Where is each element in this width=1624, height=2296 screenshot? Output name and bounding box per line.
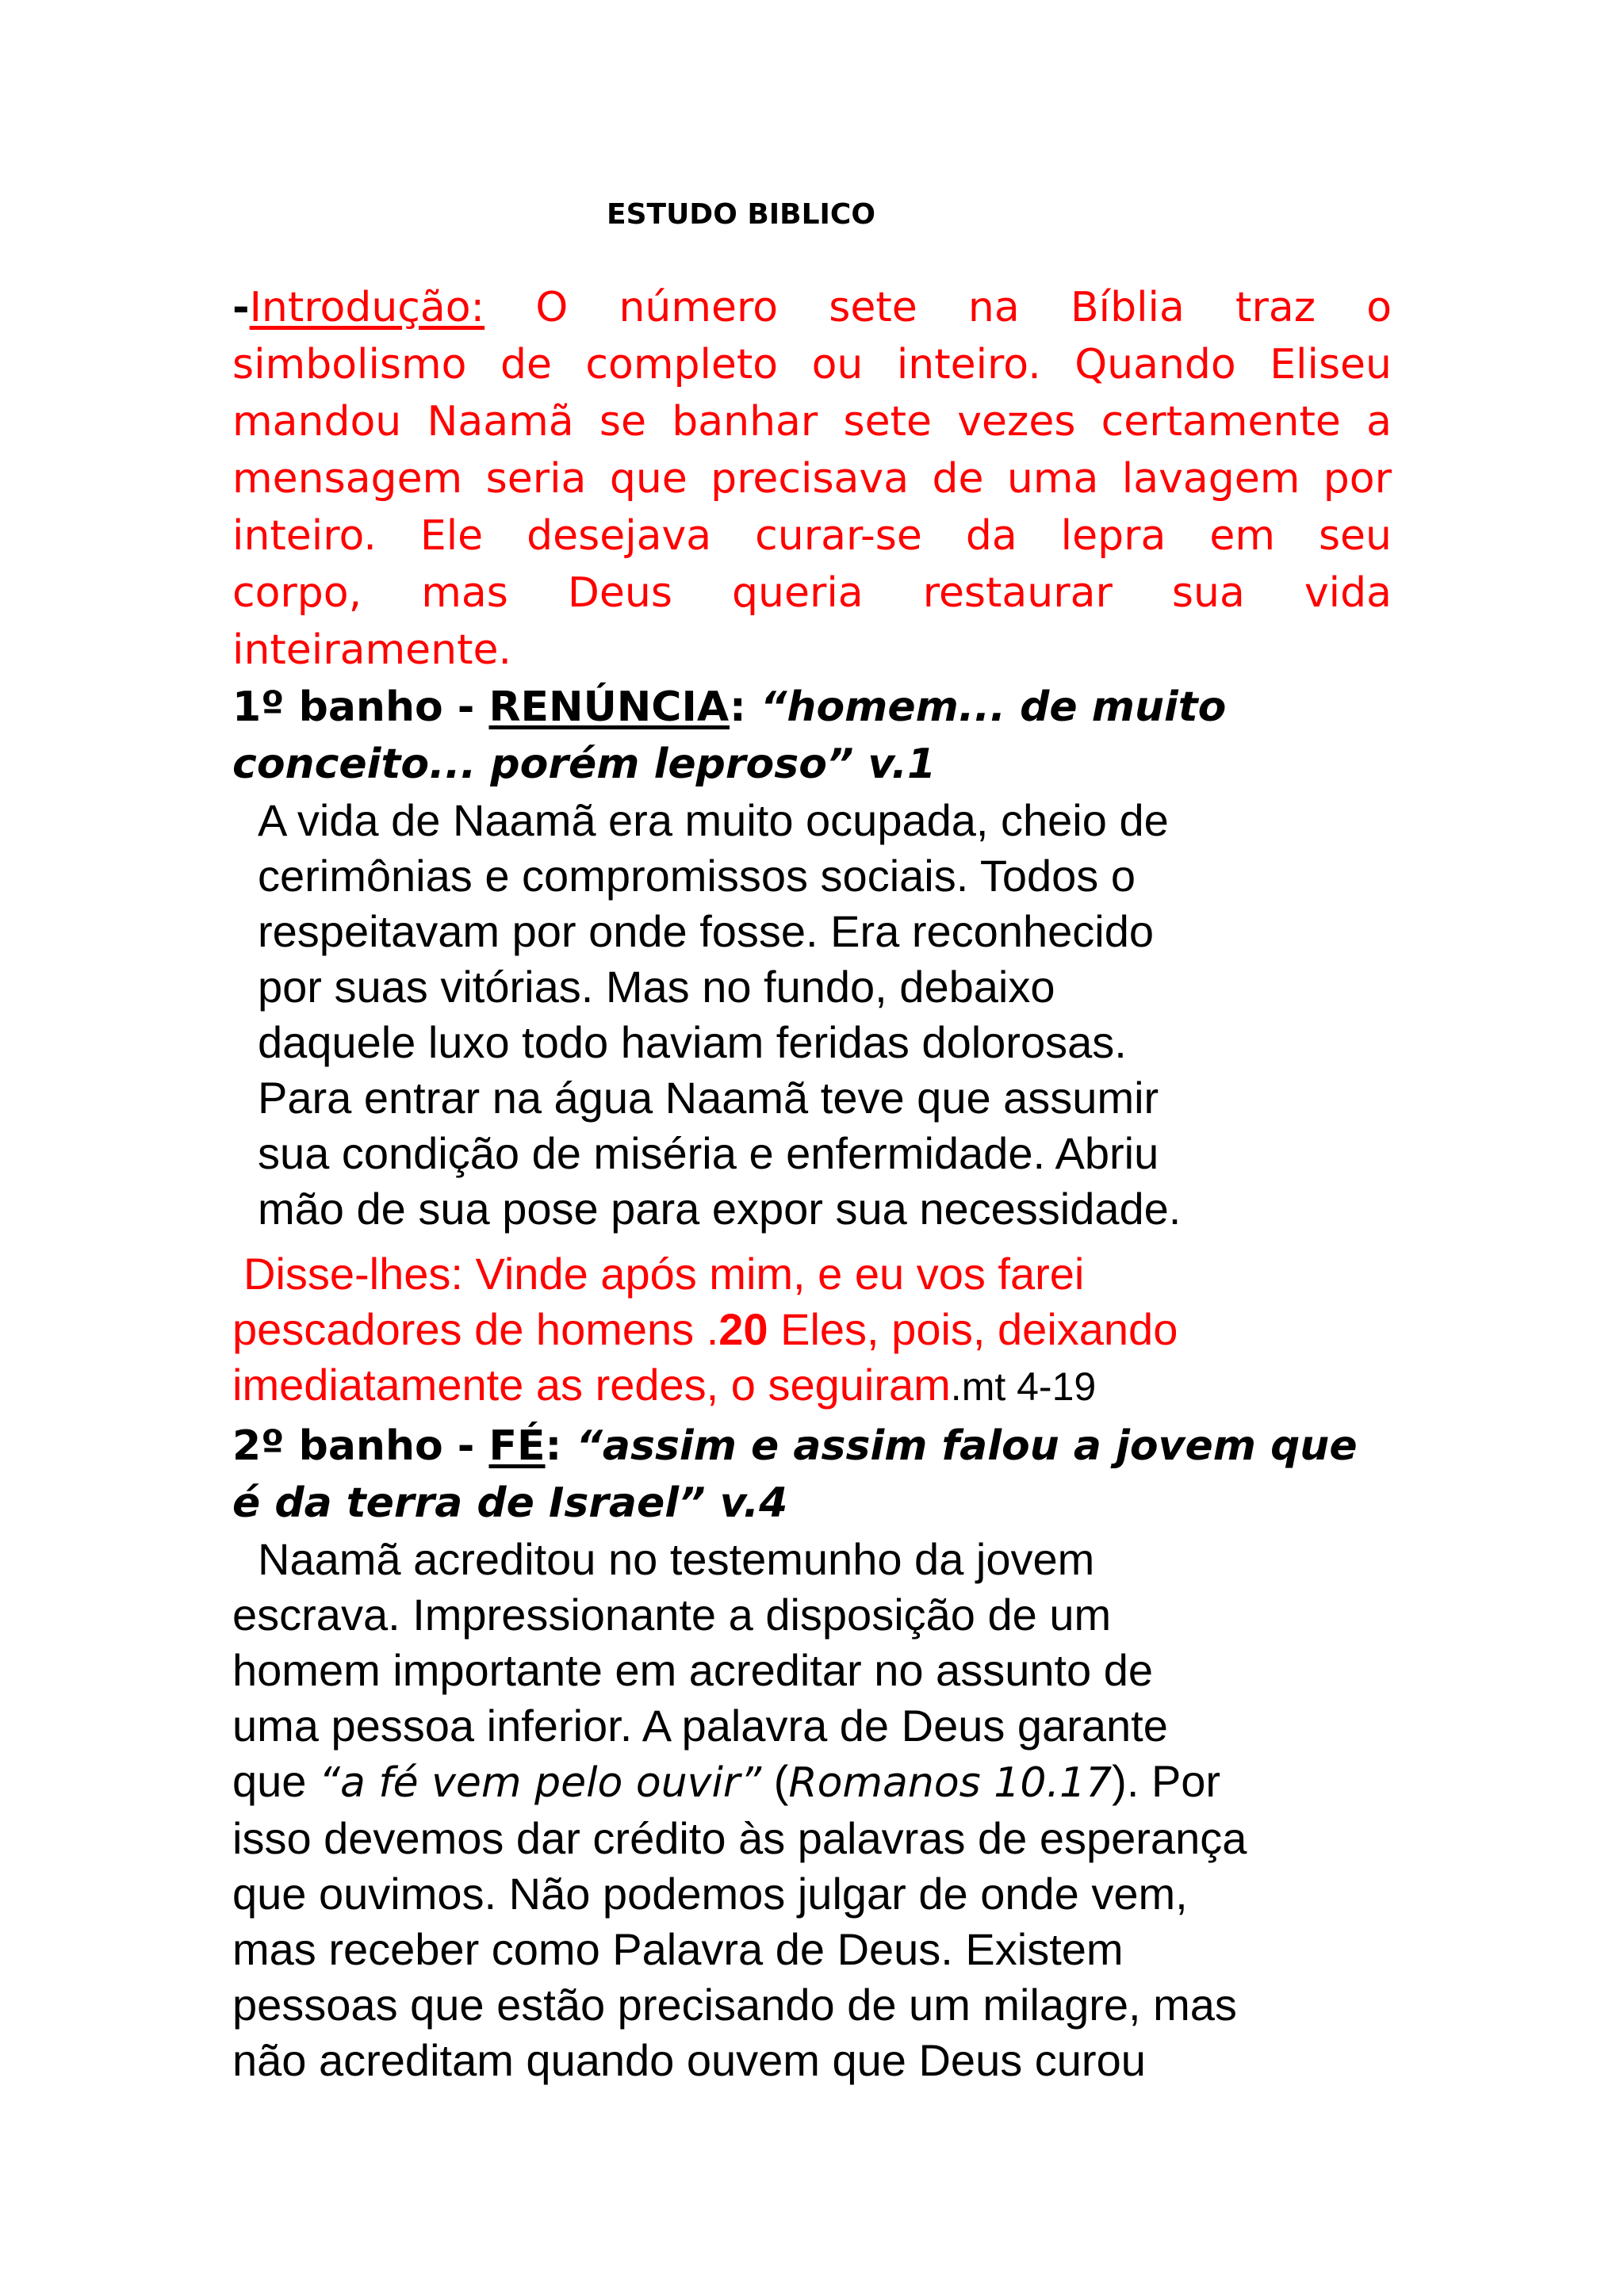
bath2-body-line-5 bbox=[232, 1754, 1392, 1811]
intro-line-4: mensagem seria que precisava de uma lavagem por bbox=[232, 455, 1392, 503]
bath2-heading-line-1 bbox=[232, 1418, 1392, 1475]
bath2-quote-line-1: “assim e assim falou a jovem que bbox=[576, 1422, 1358, 1470]
document-title: ESTUDO BIBLICO bbox=[607, 198, 875, 231]
bath2-body-line-3: homem importante em acreditar no assunto de bbox=[232, 1645, 1154, 1695]
bath1-body-line-6: Para entrar na água Naamã teve que assumir bbox=[258, 1073, 1159, 1123]
bath1-heading-line-1 bbox=[232, 679, 1392, 736]
bath1-heading bbox=[232, 679, 1392, 793]
paren-close: ). Por bbox=[1112, 1756, 1221, 1806]
verse-line-2 bbox=[232, 1302, 1392, 1357]
bath1-body-line-8: mão de sua pose para expor sua necessidade. bbox=[258, 1184, 1182, 1234]
bath2-body-line-2: escrava. Impressionante a disposição de um bbox=[232, 1590, 1112, 1640]
bath2-body-line-6: isso devemos dar crédito às palavras de esperança bbox=[232, 1813, 1247, 1863]
bath1-body bbox=[258, 793, 1384, 1237]
verse-number: 20 bbox=[718, 1304, 768, 1354]
verse-reference: .mt 4-19 bbox=[950, 1364, 1097, 1409]
bath1-colon: : bbox=[730, 683, 746, 731]
intro-paragraph bbox=[232, 279, 1392, 679]
intro-line-2: simbolismo de completo ou inteiro. Quando Eliseu bbox=[232, 341, 1392, 388]
bath2-body bbox=[232, 1532, 1392, 2088]
intro-label: Introdução: bbox=[249, 284, 485, 331]
bath1-body-line-3: respeitavam por onde fosse. Era reconhecido bbox=[258, 906, 1154, 956]
bath2-prefix: 2º banho - bbox=[232, 1422, 489, 1470]
intro-dash: - bbox=[232, 284, 250, 331]
intro-line-1-text: O número sete na Bíblia traz o bbox=[535, 284, 1392, 331]
line-que: que bbox=[232, 1756, 319, 1806]
verse-line-2-a: pescadores de homens . bbox=[232, 1304, 719, 1354]
bath2-body-line-1: Naamã acreditou no testemunho da jovem bbox=[258, 1534, 1095, 1584]
matthew-verse bbox=[232, 1246, 1392, 1414]
bath1-body-line-5: daquele luxo todo haviam feridas dolorosas. bbox=[258, 1017, 1127, 1067]
intro-line-3: mandou Naamã se banhar sete vezes certamente a bbox=[232, 398, 1392, 446]
bath1-body-line-2: cerimônias e compromissos sociais. Todos o bbox=[258, 851, 1136, 901]
verse-line-3 bbox=[232, 1357, 1392, 1414]
intro-line-6: corpo, mas Deus queria restaurar sua vida bbox=[232, 569, 1392, 617]
bath1-quote-line-1: “homem... de muito bbox=[760, 683, 1227, 731]
bath2-heading bbox=[232, 1418, 1392, 1532]
bath2-body-line-8: mas receber como Palavra de Deus. Existem bbox=[232, 1924, 1124, 1974]
intro-line-5: inteiro. Ele desejava curar-se da lepra em seu bbox=[232, 512, 1392, 560]
verse-line-2-b: Eles, pois, deixando bbox=[768, 1304, 1178, 1354]
verse-line-1: Disse-lhes: Vinde após mim, e eu vos farei bbox=[243, 1249, 1085, 1299]
paren-open: ( bbox=[761, 1756, 789, 1806]
bath2-body-line-9: pessoas que estão precisando de um milagre, mas bbox=[232, 1980, 1237, 2030]
verse-line-3-text: imediatamente as redes, o seguiram bbox=[232, 1360, 951, 1410]
intro-line-7: inteiramente. bbox=[232, 626, 511, 674]
bath2-colon: : bbox=[545, 1422, 562, 1470]
bath1-body-line-4: por suas vitórias. Mas no fundo, debaixo bbox=[258, 962, 1055, 1012]
bath2-body-line-10: não acreditam quando ouvem que Deus curou bbox=[232, 2035, 1146, 2085]
bath1-keyword: RENÚNCIA bbox=[488, 683, 730, 731]
bath1-prefix: 1º banho - bbox=[232, 683, 489, 731]
bath1-body-line-1: A vida de Naamã era muito ocupada, cheio de bbox=[258, 795, 1169, 845]
romans-reference: Romanos 10.17 bbox=[788, 1759, 1113, 1807]
bath2-body-line-4: uma pessoa inferior. A palavra de Deus garante bbox=[232, 1701, 1168, 1751]
bath1-quote-line-2: conceito... porém leproso” v.1 bbox=[232, 740, 936, 788]
bath1-body-line-7: sua condição de miséria e enfermidade. Abriu bbox=[258, 1128, 1159, 1178]
bath2-body-line-7: que ouvimos. Não podemos julgar de onde vem, bbox=[232, 1869, 1188, 1919]
bath2-keyword: FÉ bbox=[488, 1422, 546, 1470]
faith-quote: “a fé vem pelo ouvir” bbox=[319, 1759, 762, 1807]
bath2-quote-line-2: é da terra de Israel” v.4 bbox=[232, 1479, 788, 1527]
intro-line-1 bbox=[232, 279, 1392, 336]
